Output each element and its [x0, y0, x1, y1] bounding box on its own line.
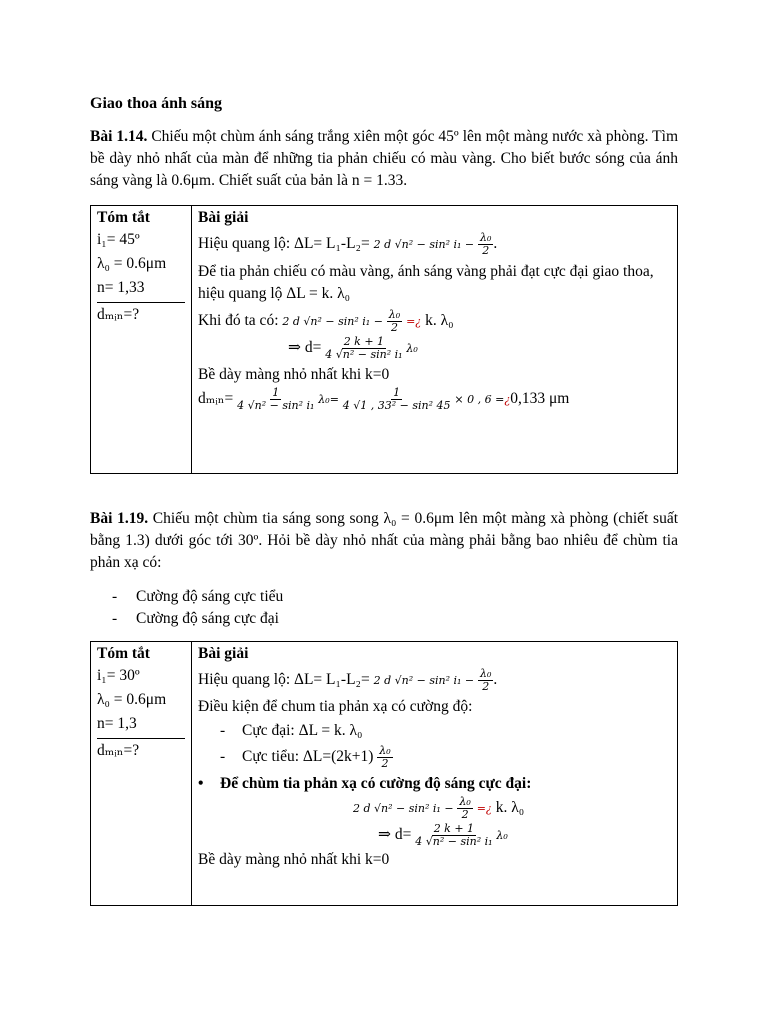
denominator: 2: [381, 757, 389, 771]
summary-item: i₁= 30º: [97, 667, 140, 684]
fraction: [478, 668, 493, 693]
denominator: 2: [461, 808, 469, 822]
solution-title: Bài giải: [198, 209, 249, 226]
numerator: 1: [272, 386, 280, 400]
problem-1-19: [90, 508, 678, 574]
equals-sign: =¿: [406, 315, 422, 329]
math-expression: 2 d √n² − sin² i₁ −: [353, 802, 454, 816]
solution-text: ⇒ d=: [288, 339, 322, 357]
equals-sign: =¿: [476, 802, 492, 816]
solution-line: Điều kiện để chum tia phản xạ có cường độ:: [198, 698, 473, 716]
math-expression: λ₀: [496, 829, 508, 843]
summary-title: Tóm tắt: [97, 209, 150, 226]
solution-title: Bài giải: [198, 645, 249, 662]
problem-text: Chiếu một chùm tia sáng song song λ₀ = 0.6μm lên một màng xà phòng (chiết suất bằng 1.3) dưới góc tới 30º. Hỏi bề dày nhỏ nhất của màng phải bằng bao nhiêu để chùm tia phản xạ có:: [90, 510, 679, 571]
condition-list: [112, 586, 283, 630]
numerator: λ₀: [480, 667, 492, 680]
solution-line: [198, 796, 671, 821]
solution-text: Cực đại: ΔL = k. λ₀: [242, 722, 363, 740]
solution-cell: [192, 642, 678, 906]
summary-item: λ₀ = 0.6μm: [97, 255, 167, 272]
list-item: - Cường độ sáng cực đại: [112, 610, 279, 627]
numerator: 1: [393, 386, 401, 400]
numerator: λ₀: [459, 795, 471, 809]
list-item-text: Cường độ sáng cực đại: [136, 610, 279, 627]
summary-cell: [91, 642, 192, 906]
summary-unknown: dₘᵢₙ=?: [97, 306, 140, 323]
solution-line: • Để chùm tia phản xạ có cường độ sáng cực đại:: [198, 775, 532, 793]
solution-text: Cực tiểu: ΔL=(2k+1): [242, 748, 374, 766]
problem-label: Bài 1.14.: [90, 128, 148, 145]
summary-divider: [97, 302, 185, 303]
problem-text: Chiếu một chùm ánh sáng trắng xiên một góc 45º lên một màng nước xà phòng. Tìm bề dày nhỏ nhất của màn để những tia phản chiếu có màu vàng. Cho biết bước sóng của ánh sáng vàng là 0.6μm. Chiết suất của bản là n = 1.33.: [90, 128, 678, 189]
denominator: 4 √n² − sin² i₁: [237, 399, 315, 413]
solution-text: Hiệu quang lộ: ΔL= L₁-L₂=: [198, 671, 370, 689]
fraction: [478, 232, 493, 257]
numerator: 2 k + 1: [433, 822, 475, 836]
math-expression: λ₀: [318, 393, 330, 407]
solution-line: Bề dày màng nhỏ nhất khi k=0: [198, 366, 390, 384]
list-item: - Cường độ sáng cực tiểu: [112, 588, 284, 605]
solution-table-1: [90, 205, 678, 474]
summary-title: Tóm tắt: [97, 645, 150, 662]
fraction: [237, 387, 314, 412]
summary-item: n= 1,3: [97, 715, 137, 732]
denominator: 4 √n² − sin² i₁: [325, 348, 403, 362]
solution-line: - Cực tiểu: ΔL=(2k+1) $\frac{\text{λ₀}}{2}$: [220, 744, 391, 771]
solution-line: Bề dày màng nhỏ nhất khi k=0: [198, 851, 390, 869]
fraction: [415, 823, 492, 848]
solution-text: k. λ₀: [495, 799, 525, 817]
solution-text: dₘᵢₙ=: [198, 390, 234, 408]
math-expression: 2 d √n² − sin² i₁ −: [373, 238, 475, 252]
numerator: λ₀: [379, 744, 391, 758]
equals-sign: ¿: [504, 393, 511, 407]
denominator: 4 √1 , 33² − sin² 45: [342, 399, 451, 413]
denominator: 2: [482, 680, 490, 693]
denominator: 2: [390, 321, 398, 335]
problem-1-14: [90, 126, 678, 192]
problem-label: Bài 1.19.: [90, 510, 149, 527]
solution-line: [198, 336, 671, 361]
solution-line: Để tia phản chiếu có màu vàng, ánh sáng vàng phải đạt cực đại giao thoa, hiệu quang lộ ΔL = k. λ₀: [198, 263, 654, 303]
section-heading: Giao thoa ánh sáng: [90, 95, 223, 112]
solution-cell: [192, 206, 678, 474]
summary-divider: [97, 738, 185, 739]
solution-line: - Cực đại: ΔL = k. λ₀: [220, 722, 363, 740]
summary-unknown: dₘᵢₙ=?: [97, 742, 140, 759]
fraction: [325, 336, 402, 361]
numerator: λ₀: [480, 231, 492, 244]
solution-text: ⇒ d=: [378, 826, 412, 844]
math-expression: × 0 , 6 =: [454, 393, 505, 407]
solution-text: Để chùm tia phản xạ có cường độ sáng cực đại: [220, 775, 527, 793]
numerator: 2 k + 1: [343, 335, 385, 349]
fraction: [457, 796, 472, 821]
solution-table-2: [90, 641, 678, 906]
fraction: [387, 309, 402, 334]
solution-line: Hiệu quang lộ: ΔL= L₁-L₂= 2 d √n² − sin² i₁ − $\frac{\text{λ₀}}{2}$ .: [198, 231, 498, 257]
math-expression: λ₀: [406, 342, 418, 356]
fraction: [343, 387, 451, 412]
solution-text: Hiệu quang lộ: ΔL= L₁-L₂=: [198, 235, 370, 253]
solution-line: [198, 823, 671, 848]
solution-line: [198, 309, 671, 334]
solution-line: dₘᵢₙ= $\frac{1}{\text{4 √n² − sin² i₁}}$ λ₀= $\frac{1}{\text{4 √1 , 33² − sin² 45}}$ × 0 , 6 =¿0,133 μm: [198, 386, 570, 413]
list-item-text: Cường độ sáng cực tiểu: [136, 588, 284, 605]
solution-line: Hiệu quang lộ: ΔL= L₁-L₂= 2 d √n² − sin² i₁ − $\frac{\text{λ₀}}{2}$ .: [198, 667, 498, 693]
math-expression: 2 d √n² − sin² i₁ −: [373, 674, 475, 688]
summary-item: n= 1,33: [97, 279, 145, 296]
denominator: 2: [482, 244, 490, 257]
summary-cell: [91, 206, 192, 474]
solution-text: 0,133 μm: [510, 390, 570, 408]
solution-text: k. λ₀: [425, 312, 454, 330]
fraction: [377, 745, 392, 770]
summary-item: i₁= 45º: [97, 231, 140, 248]
numerator: λ₀: [388, 308, 401, 322]
summary-item: λ₀ = 0.6μm: [97, 691, 167, 708]
math-expression: 2 d √n² − sin² i₁ −: [282, 315, 383, 329]
solution-text: Khi đó ta có:: [198, 312, 279, 330]
denominator: 4 √n² − sin² i₁: [415, 835, 493, 849]
